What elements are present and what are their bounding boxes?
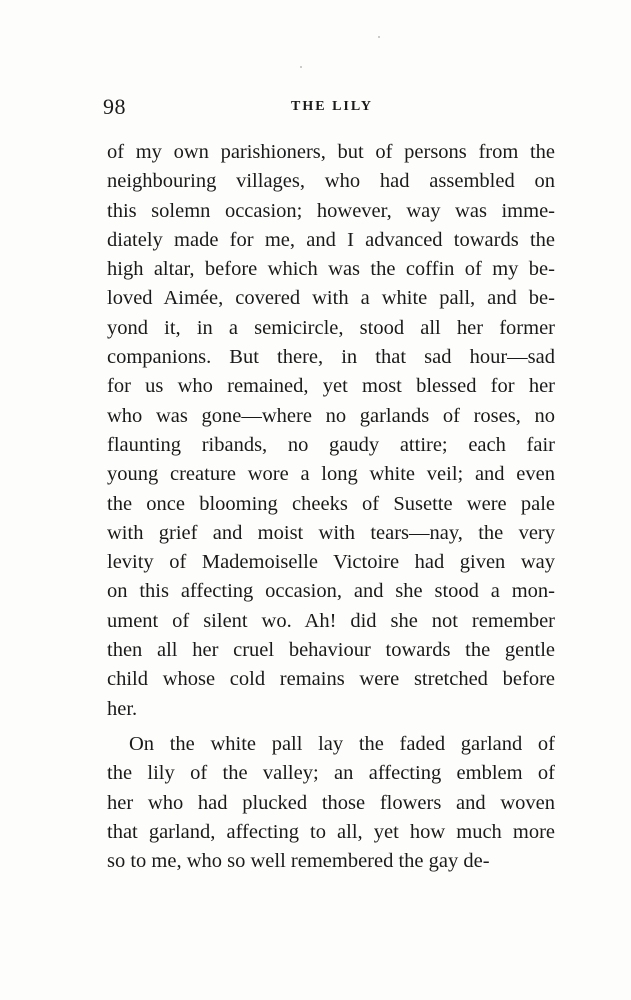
text-line: yond it, in a semicircle, stood all her former: [107, 316, 555, 339]
body-text: [107, 138, 555, 876]
text-line: her who had plucked those flowers and woven: [107, 791, 555, 814]
text-line: with grief and moist with tears—nay, the very: [107, 521, 555, 544]
text-line: diately made for me, and I advanced towards the: [107, 228, 555, 251]
running-title: THE LILY: [291, 99, 374, 114]
text-line: On the white pall lay the faded garland of: [129, 732, 555, 755]
text-line: that garland, affecting to all, yet how much more: [107, 820, 555, 843]
text-line: loved Aimée, covered with a white pall, and be-: [107, 287, 555, 310]
text-line: levity of Mademoiselle Victoire had given way: [107, 551, 555, 574]
text-line: flaunting ribands, no gaudy attire; each fair: [107, 433, 555, 456]
text-line: then all her cruel behaviour towards the gentle: [107, 639, 555, 662]
text-line: on this affecting occasion, and she stood a mon-: [107, 580, 555, 603]
text-line: who was gone—where no garlands of roses, no: [107, 404, 555, 427]
text-line: child whose cold remains were stretched before: [107, 668, 555, 691]
text-line: of my own parishioners, but of persons from the: [107, 141, 555, 163]
paper-speck: [378, 36, 380, 38]
page-header: [103, 94, 555, 122]
text-line: the once blooming cheeks of Susette were pale: [107, 492, 555, 515]
paragraph: [107, 138, 555, 724]
text-line: companions. But there, in that sad hour—sad: [107, 346, 555, 369]
text-line: for us who remained, yet most blessed for her: [107, 375, 555, 398]
text-line: this solemn occasion; however, way was imme-: [107, 199, 555, 222]
text-line: ument of silent wo. Ah! did she not remember: [107, 609, 555, 632]
text-line: neighbouring villages, who had assembled on: [107, 170, 555, 193]
paragraph: [107, 730, 555, 876]
paper-speck: [300, 66, 302, 68]
text-line: her.: [107, 697, 138, 720]
text-line: so to me, who so well remembered the gay de-: [107, 850, 490, 873]
page-number: 98: [103, 94, 126, 119]
text-line: young creature wore a long white veil; and even: [107, 463, 555, 486]
text-line: the lily of the valley; an affecting emblem of: [107, 762, 555, 785]
text-line: high altar, before which was the coffin of my be-: [107, 258, 555, 281]
